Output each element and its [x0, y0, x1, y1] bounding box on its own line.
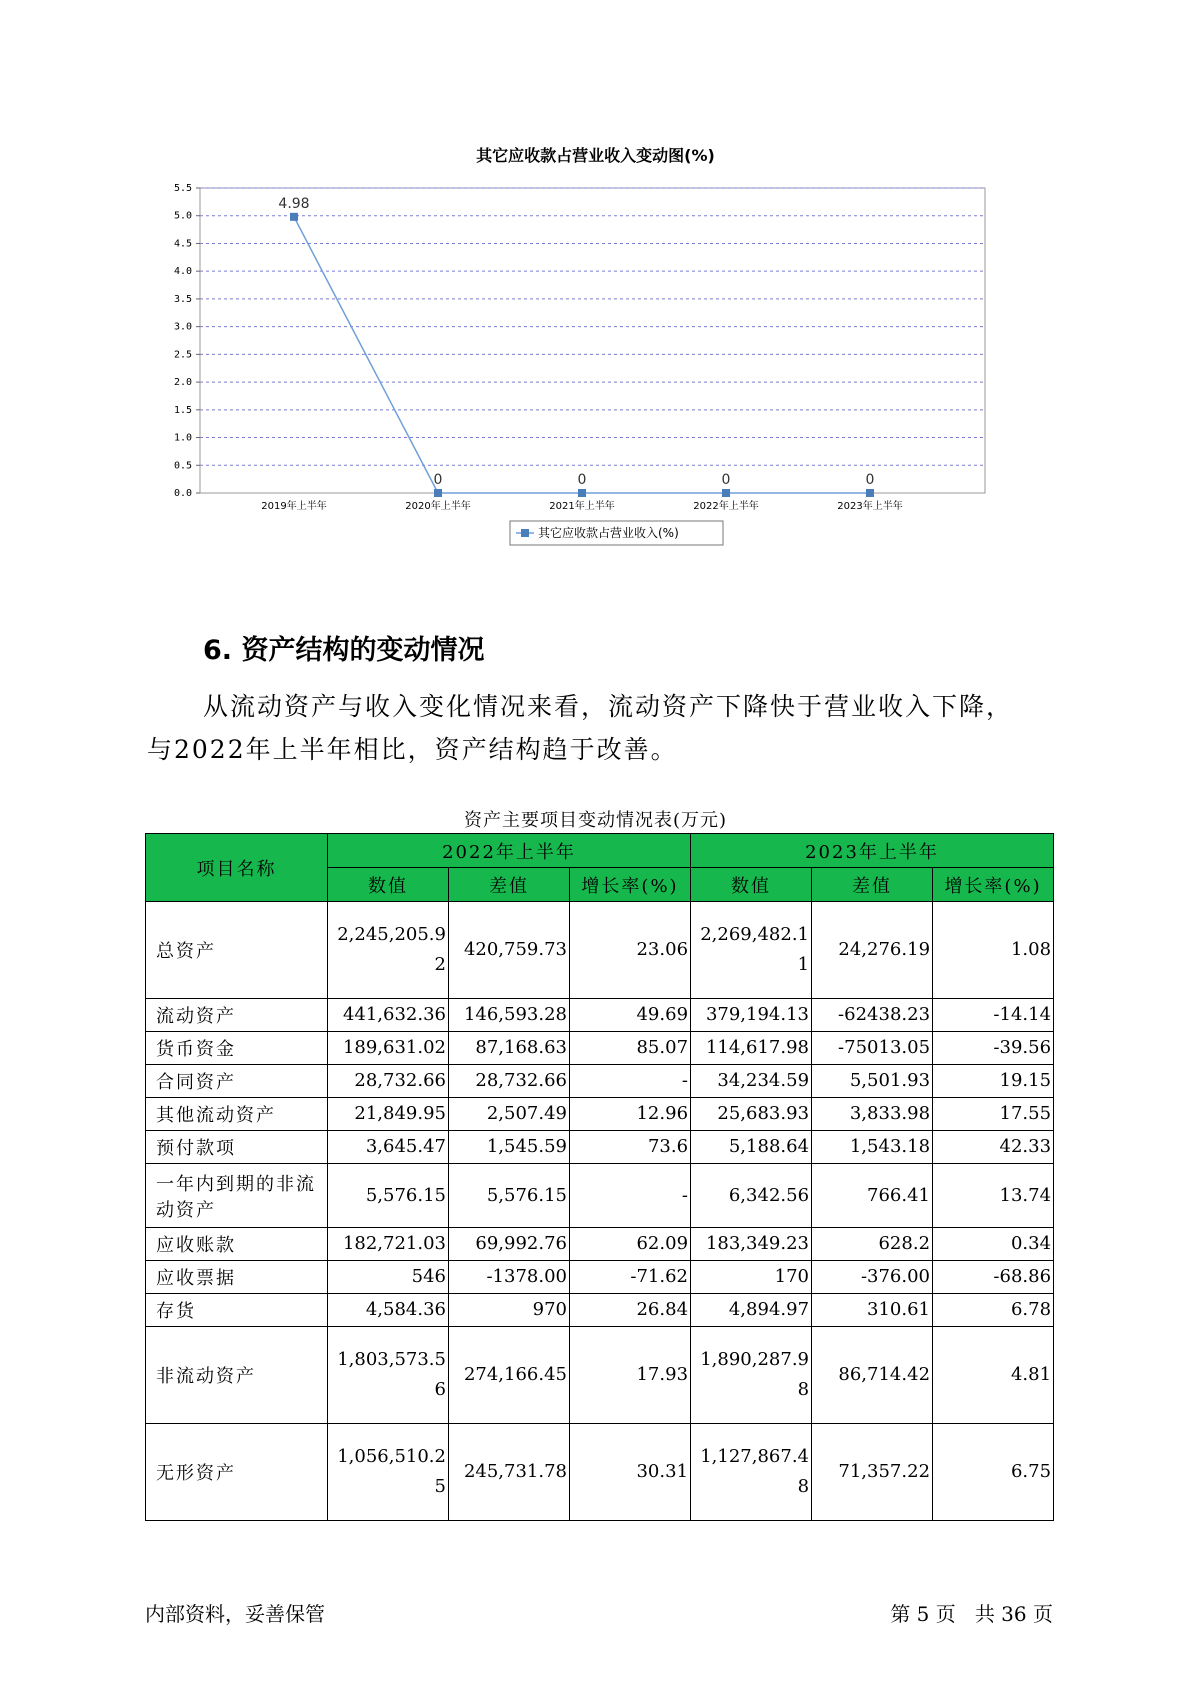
row-cell: 420,759.73 [449, 902, 570, 999]
row-cell: -62438.23 [812, 999, 933, 1032]
table-row [146, 999, 1054, 1032]
paragraph-line-2: 与2022年上半年相比，资产结构趋于改善。 [147, 735, 678, 764]
y-tick-label: 5.0 [173, 210, 192, 222]
row-cell: -14.14 [933, 999, 1054, 1032]
row-cell: 28,732.66 [449, 1065, 570, 1098]
subheader-growth: 增长率(%) [570, 868, 691, 902]
row-cell: 4.81 [933, 1327, 1054, 1424]
subheader-diff: 差值 [449, 868, 570, 902]
y-tick-label: 0.0 [173, 488, 192, 499]
row-cell: - [570, 1065, 691, 1098]
row-cell: 13.74 [933, 1164, 1054, 1228]
data-point [578, 489, 586, 497]
row-cell: 5,576.15 [449, 1164, 570, 1228]
row-cell: 5,576.15 [328, 1164, 449, 1228]
y-tick-label: 1.5 [173, 404, 192, 416]
data-point [866, 489, 874, 497]
row-cell: 310.61 [812, 1294, 933, 1327]
table-row [146, 1327, 1054, 1424]
row-cell: 49.69 [570, 999, 691, 1032]
row-cell: 274,166.45 [449, 1327, 570, 1424]
row-cell: 1,545.59 [449, 1131, 570, 1164]
row-cell: -68.86 [933, 1261, 1054, 1294]
legend [510, 521, 723, 545]
header-period-2023: 2023年上半年 [691, 834, 1054, 868]
row-item-name: 总资产 [146, 902, 328, 999]
header-item-name: 项目名称 [146, 834, 328, 902]
row-cell: 1,890,287.98 [691, 1327, 812, 1424]
row-cell: 24,276.19 [812, 902, 933, 999]
y-tick-label: 3.0 [173, 321, 192, 333]
subheader-value: 数值 [328, 868, 449, 902]
y-tick-label: 1.0 [173, 432, 192, 444]
row-cell: 182,721.03 [328, 1228, 449, 1261]
row-item-name: 流动资产 [146, 999, 328, 1032]
row-cell: 4,584.36 [328, 1294, 449, 1327]
row-cell: 0.34 [933, 1228, 1054, 1261]
row-cell: 189,631.02 [328, 1032, 449, 1065]
row-cell: 87,168.63 [449, 1032, 570, 1065]
row-cell: 1,803,573.56 [328, 1327, 449, 1424]
row-item-name: 应收票据 [146, 1261, 328, 1294]
row-cell: 23.06 [570, 902, 691, 999]
y-tick-label: 4.5 [173, 238, 192, 250]
x-tick-label: 2023年上半年 [837, 501, 903, 512]
row-cell: 1.08 [933, 902, 1054, 999]
row-item-name: 合同资产 [146, 1065, 328, 1098]
row-item-name: 预付款项 [146, 1131, 328, 1164]
x-tick-label: 2021年上半年 [549, 501, 615, 512]
row-cell: 42.33 [933, 1131, 1054, 1164]
row-cell: - [570, 1164, 691, 1228]
data-label: 0 [433, 472, 443, 488]
footer-confidential: 内部资料，妥善保管 [145, 1602, 325, 1626]
row-cell: 25,683.93 [691, 1098, 812, 1131]
data-label: 0 [721, 472, 731, 488]
row-cell: -376.00 [812, 1261, 933, 1294]
table-row [146, 1098, 1054, 1131]
row-cell: -75013.05 [812, 1032, 933, 1065]
row-cell: 73.6 [570, 1131, 691, 1164]
table-row [146, 1424, 1054, 1521]
legend-label: 其它应收款占营业收入(%) [538, 526, 679, 540]
x-tick-label: 2022年上半年 [693, 501, 759, 512]
row-cell: 69,992.76 [449, 1228, 570, 1261]
row-cell: 34,234.59 [691, 1065, 812, 1098]
row-item-name: 其他流动资产 [146, 1098, 328, 1131]
header-period-2022: 2022年上半年 [328, 834, 691, 868]
row-cell: 6.78 [933, 1294, 1054, 1327]
row-cell: 379,194.13 [691, 999, 812, 1032]
row-cell: 3,833.98 [812, 1098, 933, 1131]
row-item-name: 无形资产 [146, 1424, 328, 1521]
row-cell: 628.2 [812, 1228, 933, 1261]
row-item-name: 非流动资产 [146, 1327, 328, 1424]
row-cell: 5,188.64 [691, 1131, 812, 1164]
row-cell: 21,849.95 [328, 1098, 449, 1131]
row-cell: 30.31 [570, 1424, 691, 1521]
row-cell: 1,543.18 [812, 1131, 933, 1164]
plot-area [200, 188, 985, 493]
row-cell: 28,732.66 [328, 1065, 449, 1098]
row-cell: 441,632.36 [328, 999, 449, 1032]
row-cell: 26.84 [570, 1294, 691, 1327]
row-cell: 1,056,510.25 [328, 1424, 449, 1521]
paragraph-line-1: 从流动资产与收入变化情况来看，流动资产下降快于营业收入下降， [203, 692, 1014, 721]
data-label: 0 [577, 472, 587, 488]
section-heading: 6. 资产结构的变动情况 [203, 635, 485, 666]
table-row [146, 1261, 1054, 1294]
row-item-name: 货币资金 [146, 1032, 328, 1065]
table-row [146, 1131, 1054, 1164]
row-cell: -1378.00 [449, 1261, 570, 1294]
row-cell: 146,593.28 [449, 999, 570, 1032]
row-cell: 5,501.93 [812, 1065, 933, 1098]
row-cell: 1,127,867.48 [691, 1424, 812, 1521]
table-row [146, 1294, 1054, 1327]
y-tick-label: 2.5 [173, 349, 192, 361]
table-row [146, 1164, 1054, 1228]
row-cell: 6.75 [933, 1424, 1054, 1521]
table-row [146, 1065, 1054, 1098]
row-cell: 2,245,205.92 [328, 902, 449, 999]
row-cell: 2,507.49 [449, 1098, 570, 1131]
y-tick-label: 0.5 [173, 460, 192, 472]
y-tick-label: 3.5 [173, 293, 192, 305]
y-tick-label: 4.0 [173, 266, 192, 278]
row-item-name: 应收账款 [146, 1228, 328, 1261]
y-tick-label: 5.5 [173, 183, 192, 194]
row-cell: -71.62 [570, 1261, 691, 1294]
x-tick-label: 2020年上半年 [405, 501, 471, 512]
data-label: 4.98 [278, 195, 310, 212]
data-point [722, 489, 730, 497]
row-cell: 85.07 [570, 1032, 691, 1065]
row-cell: 71,357.22 [812, 1424, 933, 1521]
footer-page-number: 第 5 页 共 36 页 [890, 1602, 1053, 1626]
row-cell: 970 [449, 1294, 570, 1327]
row-cell: 245,731.78 [449, 1424, 570, 1521]
table-row [146, 1228, 1054, 1261]
chart-title: 其它应收款占营业收入变动图(%) [476, 146, 715, 165]
data-point [434, 489, 442, 497]
row-cell: 12.96 [570, 1098, 691, 1131]
row-cell: 766.41 [812, 1164, 933, 1228]
subheader-growth: 增长率(%) [933, 868, 1054, 902]
row-cell: 4,894.97 [691, 1294, 812, 1327]
row-cell: 17.55 [933, 1098, 1054, 1131]
row-cell: 17.93 [570, 1327, 691, 1424]
row-cell: 183,349.23 [691, 1228, 812, 1261]
x-tick-label: 2019年上半年 [261, 501, 327, 512]
row-cell: 62.09 [570, 1228, 691, 1261]
row-cell: 546 [328, 1261, 449, 1294]
row-cell: 170 [691, 1261, 812, 1294]
row-cell: 6,342.56 [691, 1164, 812, 1228]
table-caption: 资产主要项目变动情况表(万元) [463, 810, 728, 831]
row-cell: 19.15 [933, 1065, 1054, 1098]
row-cell: -39.56 [933, 1032, 1054, 1065]
row-item-name: 存货 [146, 1294, 328, 1327]
line-chart [160, 180, 1020, 600]
row-cell: 3,645.47 [328, 1131, 449, 1164]
subheader-value: 数值 [691, 868, 812, 902]
table-row [146, 902, 1054, 999]
subheader-diff: 差值 [812, 868, 933, 902]
row-item-name: 一年内到期的非流动资产 [146, 1164, 328, 1228]
table-row [146, 1032, 1054, 1065]
row-cell: 86,714.42 [812, 1327, 933, 1424]
data-point [290, 213, 298, 221]
legend-marker [521, 529, 529, 537]
row-cell: 114,617.98 [691, 1032, 812, 1065]
data-label: 0 [865, 472, 875, 488]
y-tick-label: 2.0 [173, 377, 192, 389]
asset-table [145, 833, 1054, 1521]
row-cell: 2,269,482.11 [691, 902, 812, 999]
